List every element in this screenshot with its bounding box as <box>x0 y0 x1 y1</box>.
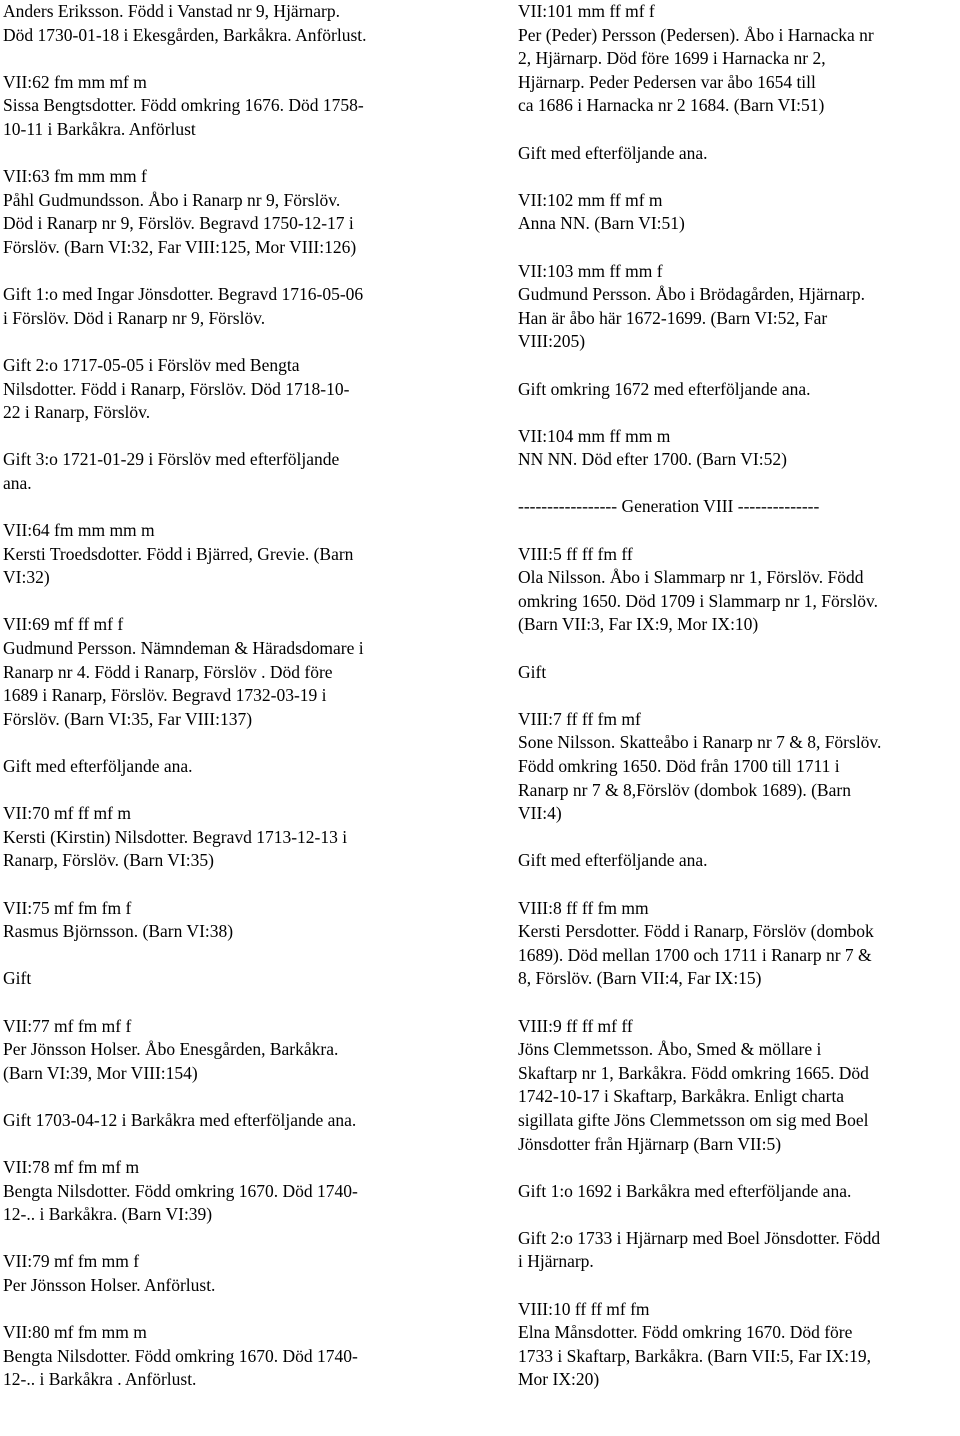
genealogy-entry: Gift 2:o 1717-05-05 i Förslöv med Bengta Nilsdotter. Född i Ranarp, Förslöv. Död 1718-10- 22 i Ranarp, Förslöv. <box>3 354 350 423</box>
generation-heading: ----------------- Generation VIII -------------- <box>518 496 820 517</box>
genealogy-entry: Gift omkring 1672 med efterföljande ana. <box>518 378 811 399</box>
genealogy-entry: VII:101 mm ff mf f Per (Peder) Persson (Pedersen). Åbo i Harnacka nr 2, Hjärnarp. Död före 1699 i Harnacka nr 2, Hjärnarp. Peder Pedersen var åbo 1654 till ca 1686 i Harnacka nr 2 1684. (Barn VI:51) <box>518 1 874 116</box>
genealogy-entry: VIII:10 ff ff mf fm Elna Månsdotter. Född omkring 1670. Död före 1733 i Skaftarp, Barkåkra. (Barn VII:5, Far IX:19, Mor IX:20) <box>518 1298 871 1390</box>
genealogy-entry: Gift 2:o 1733 i Hjärnarp med Boel Jönsdotter. Född i Hjärnarp. <box>518 1227 881 1272</box>
genealogy-entry: Gift 3:o 1721-01-29 i Förslöv med efterföljande ana. <box>3 449 340 493</box>
genealogy-entry: VII:104 mm ff mm m NN NN. Död efter 1700. (Barn VI:52) <box>518 425 787 470</box>
genealogy-entry: VII:77 mf fm mf f Per Jönsson Holser. Åbo Enesgården, Barkåkra. (Barn VI:39, Mor VIII:154) <box>3 1015 339 1083</box>
genealogy-entry: Anders Eriksson. Född i Vanstad nr 9, Hjärnarp. Död 1730-01-18 i Ekesgården, Barkåkra. Anförlust. <box>3 1 367 45</box>
genealogy-entry: VII:80 mf fm mm m Bengta Nilsdotter. Född omkring 1670. Död 1740- 12-.. i Barkåkra . Anförlust. <box>3 1322 358 1390</box>
left-column <box>3 0 461 1392</box>
genealogy-entry: VII:75 mf fm fm f Rasmus Björnsson. (Barn VI:38) <box>3 897 234 942</box>
genealogy-entry: VIII:5 ff ff fm ff Ola Nilsson. Åbo i Slammarp nr 1, Förslöv. Född omkring 1650. Död 1709 i Slammarp nr 1, Förslöv. (Barn VII:3, Far IX:9, Mor IX:10) <box>518 543 879 635</box>
genealogy-entry: VII:79 mf fm mm f Per Jönsson Holser. Anförlust. <box>3 1251 216 1296</box>
genealogy-entry: VIII:9 ff ff mf ff Jöns Clemmetsson. Åbo, Smed & möllare i Skaftarp nr 1, Barkåkra. Född omkring 1665. Död 1742-10-17 i Skaftarp, Barkåkra. Enligt charta sigillata gifte Jöns Clemmetsson om sig med Boel Jönsdotter från Hjärnarp (Barn VII:5) <box>518 1015 869 1154</box>
genealogy-entry: Gift 1703-04-12 i Barkåkra med efterföljande ana. <box>3 1109 357 1130</box>
genealogy-entry: Gift <box>3 968 32 989</box>
genealogy-entry: VII:102 mm ff mf m Anna NN. (Barn VI:51) <box>518 189 685 234</box>
genealogy-entry: Gift med efterföljande ana. <box>518 142 708 163</box>
genealogy-entry: Gift 1:o 1692 i Barkåkra med efterföljande ana. <box>518 1180 852 1201</box>
right-column <box>518 0 958 1392</box>
genealogy-entry: VII:78 mf fm mf m Bengta Nilsdotter. Född omkring 1670. Död 1740- 12-.. i Barkåkra. (Barn VI:39) <box>3 1157 358 1225</box>
genealogy-entry: VII:69 mf ff mf f Gudmund Persson. Nämndeman & Häradsdomare i Ranarp nr 4. Född i Ranarp, Förslöv . Död före 1689 i Ranarp, Förslöv. Begravd 1732-03-19 i Förslöv. (Barn VI:35, Far VIII:137) <box>3 614 364 729</box>
genealogy-entry: VII:62 fm mm mf m Sissa Bengtsdotter. Född omkring 1676. Död 1758- 10-11 i Barkåkra. Anförlust <box>3 71 364 139</box>
genealogy-entry: VIII:8 ff ff fm mm Kersti Persdotter. Född i Ranarp, Förslöv (dombok 1689). Död mellan 1700 och 1711 i Ranarp nr 7 & 8, Förslöv. (Barn VII:4, Far IX:15) <box>518 897 874 989</box>
genealogy-entry: VII:103 mm ff mm f Gudmund Persson. Åbo i Brödagården, Hjärnarp. Han är åbo här 1672-1699. (Barn VI:52, Far VIII:205) <box>518 260 866 352</box>
genealogy-entry: Gift med efterföljande ana. <box>518 850 708 871</box>
genealogy-entry: VII:63 fm mm mm f Påhl Gudmundsson. Åbo i Ranarp nr 9, Förslöv. Död i Ranarp nr 9, Förslöv. Begravd 1750-12-17 i Förslöv. (Barn VI:32, Far VIII:125, Mor VIII:126) <box>3 166 357 257</box>
genealogy-entry: VIII:7 ff ff fm mf Sone Nilsson. Skatteåbo i Ranarp nr 7 & 8, Förslöv. Född omkring 1650. Död från 1700 till 1711 i Ranarp nr 7 & 8,Förslöv (dombok 1689). (Barn VII:4) <box>518 708 882 824</box>
genealogy-entry: VII:70 mf ff mf m Kersti (Kirstin) Nilsdotter. Begravd 1713-12-13 i Ranarp, Förslöv. (Barn VI:35) <box>3 803 348 871</box>
genealogy-entry: Gift med efterföljande ana. <box>3 756 193 776</box>
genealogy-entry: VII:64 fm mm mm m Kersti Troedsdotter. Född i Bjärred, Grevie. (Barn VI:32) <box>3 520 354 588</box>
genealogy-entry: Gift <box>518 661 547 682</box>
genealogy-entry: Gift 1:o med Ingar Jönsdotter. Begravd 1716-05-06 i Förslöv. Död i Ranarp nr 9, Förslöv. <box>3 284 364 328</box>
